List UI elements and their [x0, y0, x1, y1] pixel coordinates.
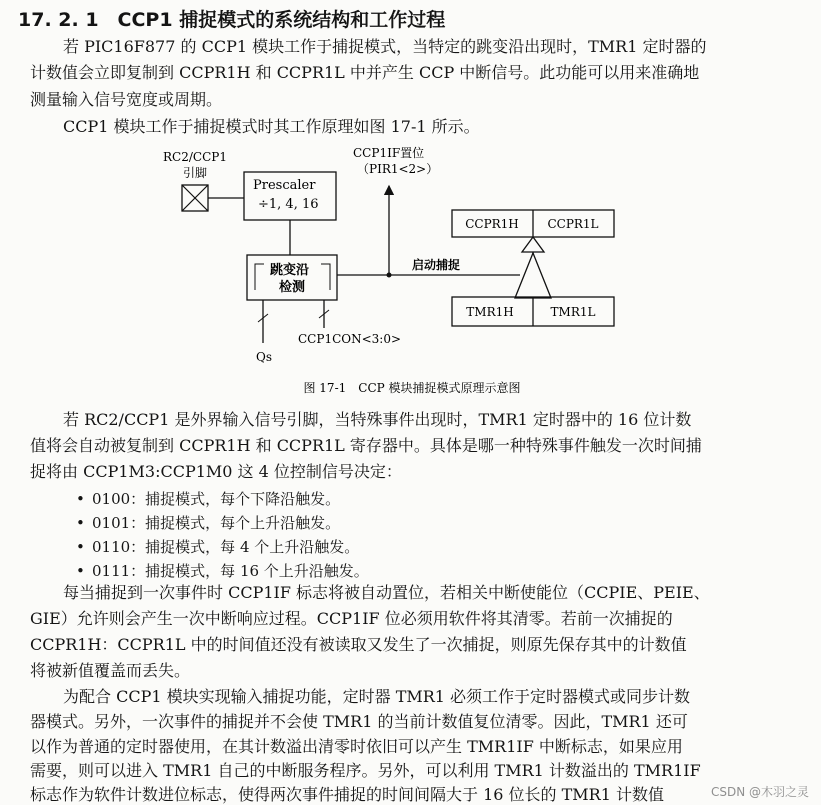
mode-item: • 0111：捕捉模式，每 16 个上升沿触发。	[76, 562, 369, 580]
para3-line-2: GIE）允许则会产生一次中断响应过程。CCP1IF 位必须用软件将其清零。若前一次捕捉的	[30, 609, 673, 628]
tmr1l-label: TMR1L	[550, 305, 596, 319]
section-heading: 17. 2. 1 CCP1 捕捉模式的系统结构和工作过程	[18, 9, 446, 31]
watermark: CSDN @木羽之灵	[710, 785, 809, 799]
qs-label: Qs	[256, 350, 272, 364]
para4-line-5: 标志作为软件计数进位标志，使得两次事件捕捉的时间间隔大于 16 位长的 TMR1 计数值	[30, 785, 664, 804]
prescaler-label: Prescaler	[253, 178, 316, 193]
tmr1h-label: TMR1H	[466, 305, 514, 319]
intro-line-3: 测量输入信号宽度或周期。	[30, 90, 223, 109]
edge-label-1: 跳变沿	[270, 263, 310, 278]
para2-line-2: 值将会自动被复制到 CCPR1H 和 CCPR1L 寄存器中。具体是哪一种特殊事件触发一次时间捕	[30, 436, 702, 455]
para4-line-4: 需要，则可以进入 TMR1 自己的中断服务程序。另外，可以利用 TMR1 计数溢出的 TMR1IF	[30, 761, 701, 780]
para2-line-1: 若 RC2/CCP1 是外界输入信号引脚，当特殊事件出现时，TMR1 定时器中的 16 位计数	[63, 410, 692, 429]
para3-line-1: 每当捕捉到一次事件时 CCP1IF 标志将被自动置位，若相关中断使能位（CCPIE、PEIE、	[63, 583, 710, 602]
para4-line-3: 以作为普通的定时器使用，在其计数溢出清零时依旧可以产生 TMR1IF 中断标志，如果应用	[30, 737, 683, 756]
figure-caption: 图 17-1 CCP 模块捕捉模式原理示意图	[303, 381, 521, 395]
para3-line-3: CCPR1H：CCPR1L 中的时间值还没有被读取又发生了一次捕捉，则原先保存其中的计数值	[30, 635, 687, 654]
mode-item: • 0101：捕捉模式，每个上升沿触发。	[76, 514, 341, 532]
para3-line-4: 将被新值覆盖而丢失。	[30, 661, 191, 680]
ccp1if-label-1: CCP1IF置位	[353, 146, 425, 160]
pin-label-2: 引脚	[182, 166, 208, 180]
mode-item: • 0100：捕捉模式，每个下降沿触发。	[76, 490, 341, 508]
intro-line-1: 若 PIC16F877 的 CCP1 模块工作于捕捉模式，当特定的跳变沿出现时，TMR1 定时器的	[63, 37, 707, 56]
ccpr1h-label: CCPR1H	[465, 217, 519, 231]
para4-line-1: 为配合 CCP1 模块实现输入捕捉功能，定时器 TMR1 必须工作于定时器模式或同步计数	[63, 687, 691, 706]
start-capture-label: 启动捕捉	[412, 258, 461, 272]
intro-line-4: CCP1 模块工作于捕捉模式时其工作原理如图 17-1 所示。	[63, 117, 480, 136]
mode-item: • 0110：捕捉模式，每 4 个上升沿触发。	[76, 538, 360, 556]
capture-mode-diagram	[0, 140, 821, 410]
para4-line-2: 器模式。另外，一次事件的捕捉并不会使 TMR1 的当前计数值复位清零。因此，TMR1 还可	[30, 712, 688, 731]
intro-line-2: 计数值会立即复制到 CCPR1H 和 CCPR1L 中并产生 CCP 中断信号。此功能可以用来准确地	[30, 63, 700, 82]
prescaler-values: ÷1, 4, 16	[258, 197, 319, 212]
ccp1if-label-2: （PIR1<2>）	[357, 162, 439, 176]
pin-symbol	[182, 185, 208, 211]
edge-label-2: 检测	[279, 280, 306, 295]
pin-label-1: RC2/CCP1	[163, 150, 227, 164]
ccp1con-label: CCP1CON<3:0>	[298, 332, 402, 346]
para2-line-3: 捉将由 CCP1M3:CCP1M0 这 4 位控制信号决定：	[30, 462, 402, 481]
capture-gate	[515, 253, 551, 298]
ccpr1l-label: CCPR1L	[547, 217, 599, 231]
